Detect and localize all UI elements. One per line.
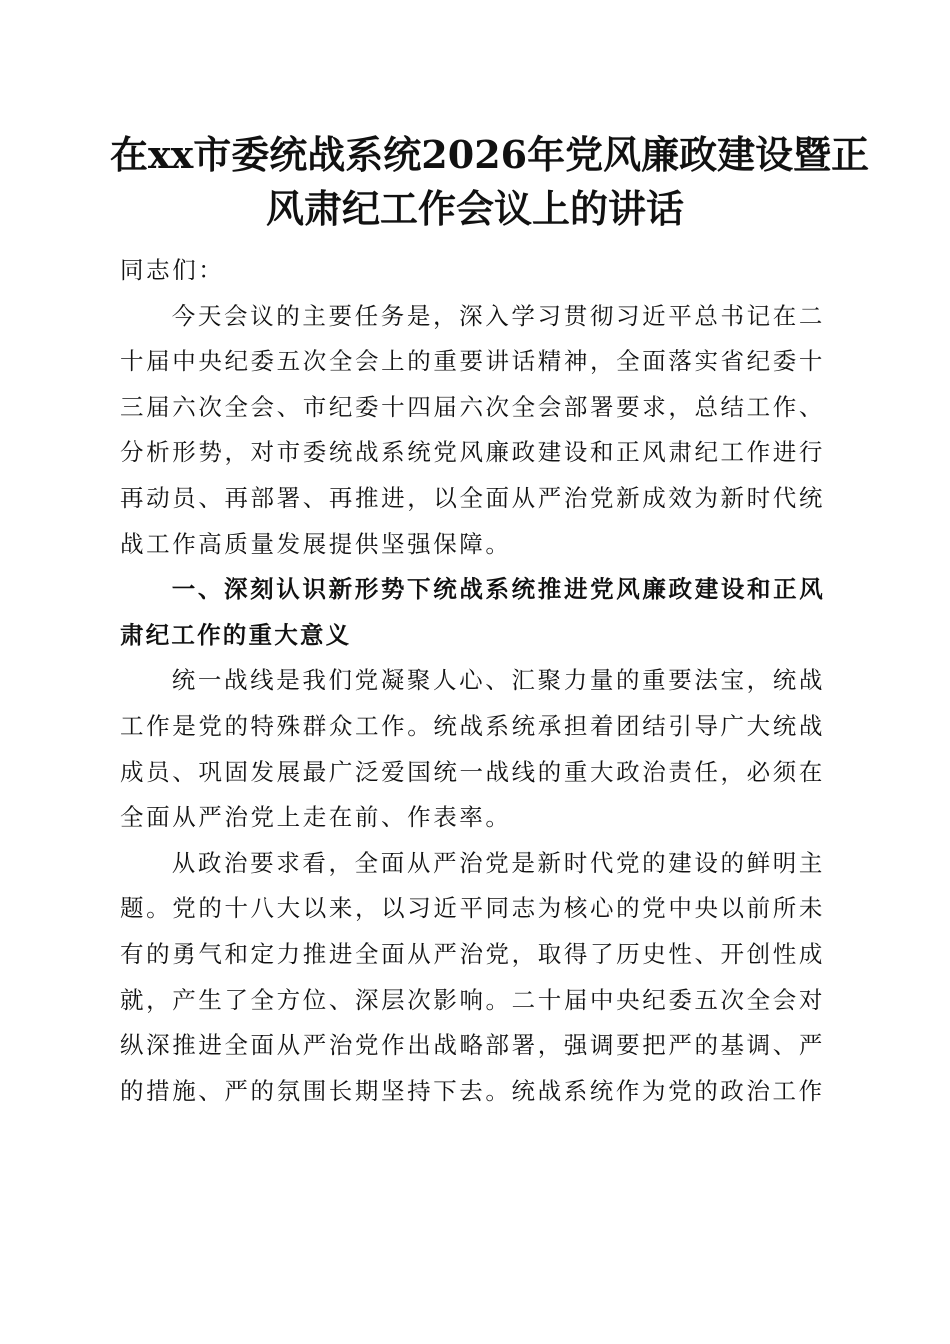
title-line-1: 在xx市委统战系统2026年党风廉政建设暨正: [110, 132, 870, 177]
paragraph-intro: 今天会议的主要任务是，深入学习贯彻习近平总书记在二十届中央纪委五次全会上的重要讲话精神，全面落实省纪委十三届六次全会、市纪委十四届六次全会部署要求，总结工作、分析形势，对市委统战系统党风廉政建设和正风肃纪工作进行再动员、再部署、再推进，以全面从严治党新成效为新时代统战工作高质量发展提供坚强保障。: [120, 301, 825, 558]
title-line-2: 风肃纪工作会议上的讲话: [265, 186, 684, 231]
document-title: [110, 128, 870, 236]
document-body: [120, 248, 825, 1114]
paragraph-united-front: 统一战线是我们党凝聚人心、汇聚力量的重要法宝，统战工作是党的特殊群众工作。统战系统承担着团结引导广大统战成员、巩固发展最广泛爱国统一战线的重大政治责任，必须在全面从严治党上走在前、作表率。: [120, 666, 825, 832]
salutation: 同志们：: [120, 256, 225, 284]
paragraph-political-requirement: 从政治要求看，全面从严治党是新时代党的建设的鲜明主题。党的十八大以来，以习近平同志为核心的党中央以前所未有的勇气和定力推进全面从严治党，取得了历史性、开创性成就，产生了全方位、深层次影响。二十届中央纪委五次全会对纵深推进全面从严治党作出战略部署，强调要把严的基调、严的措施、严的氛围长期坚持下去。统战系统作为党的政治工作: [120, 848, 825, 1105]
section-heading-1: 一、深刻认识新形势下统战系统推进党风廉政建设和正风肃纪工作的重大意义: [120, 575, 825, 649]
